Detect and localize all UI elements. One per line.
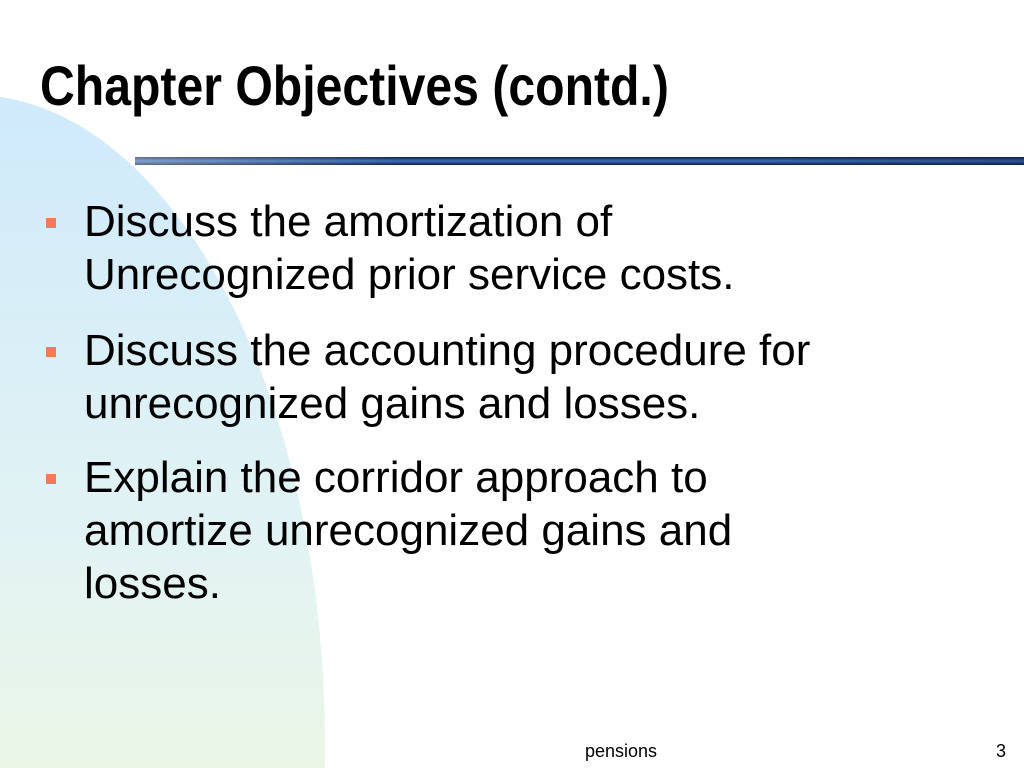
page-number: 3 <box>996 741 1007 761</box>
bullet-square-icon <box>46 347 56 357</box>
bullet-text: Explain the corridor approach to amortize unrecognized gains and losses. <box>84 453 733 608</box>
bullet-square-icon <box>46 218 56 228</box>
bullet-square-icon <box>46 474 56 484</box>
bullet-text: Discuss the accounting procedure for unrecognized gains and losses. <box>84 326 811 428</box>
bullet-text: Discuss the amortization of Unrecognized prior service costs. <box>84 197 735 299</box>
footer-label: pensions <box>585 741 658 761</box>
slide-title: Chapter Objectives (contd.) <box>40 54 669 117</box>
